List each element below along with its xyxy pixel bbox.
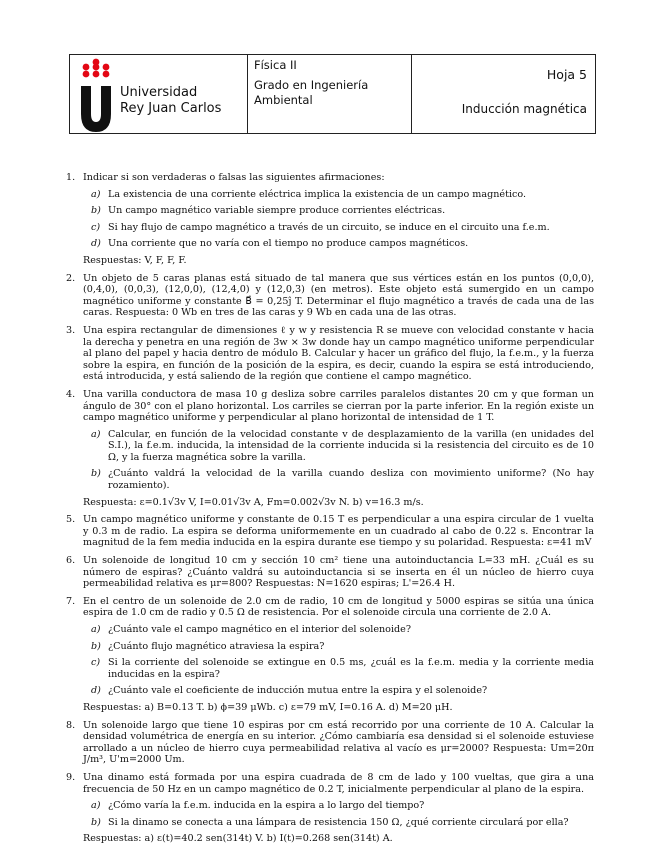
problem-number: 6.: [66, 555, 76, 567]
item-text: ¿Cuánto valdrá la velocidad de la varilla cuando desliza con movimiento uniforme? (No hay rozamiento).: [108, 468, 594, 492]
problem-number: 8.: [66, 719, 76, 731]
problem-answer: Respuestas: V, F, F, F.: [83, 254, 187, 266]
item-label: b): [91, 640, 101, 652]
problem-statement: Una espira rectangular de dimensiones ℓ y w y resistencia R se mueve con velocidad constante v hacia la derecha y penetra en una región de 3w × 3w donde hay un campo magnético uniforme perpendicular al plano del papel y hacia dentro de módulo B. Calcular y hacer un gráfico del flujo, la f.e.m., y la fuerza sobre la espira, en función de la posición de la espira, es decir, cuando la espira se está introduciendo, está introducida, y está saliendo de la región que contiene el campo magnético.: [83, 324, 594, 383]
problem-answer: Respuesta: ε=0.1√3v V, I=0.01√3v A, Fm=0.002√3v N. b) v=16.3 m/s.: [83, 496, 424, 508]
problem-number: 3.: [66, 324, 76, 336]
item-label: d): [91, 685, 101, 697]
university-name-line2: Rey Juan Carlos: [120, 101, 222, 116]
problem-statement: Un campo magnético uniforme y constante de 0.15 T es perpendicular a una espira circular de 1 vuelta y 0.3 m de radio. La espira se deforma uniformemente en un cuadrado al cabo de 0.22 s. Encontrar la magnitud de la fem media inducida en la espira durante ese tiempo y su polaridad. Respuesta: ε=41 mV: [83, 514, 594, 549]
item-label: b): [91, 468, 101, 480]
problem-3: [66, 325, 594, 383]
problem-answer: Respuestas: a) ε(t)=40.2 sen(314t) V. b) I(t)=0.268 sen(314t) A.: [83, 833, 393, 845]
problem-items: [83, 800, 594, 828]
problem-number: 4.: [66, 388, 76, 400]
problem-item: [83, 189, 594, 201]
problem-2: [66, 273, 594, 319]
item-text: Una corriente que no varía con el tiempo no produce campos magnéticos.: [108, 238, 469, 250]
problem-item: [83, 817, 594, 829]
item-text: Calcular, en función de la velocidad constante v de desplazamiento de la varilla (en unidades del S.I.), la f.e.m. inducida, la intensidad de la corriente inducida si la resistencia del circuito es de 10 Ω, y la fuerza magnética sobre la varilla.: [108, 428, 594, 463]
item-text: Si la dinamo se conecta a una lámpara de resistencia 150 Ω, ¿qué corriente circulará por ella?: [108, 816, 569, 828]
item-label: c): [91, 221, 101, 233]
problem-items: [83, 189, 594, 250]
item-text: Si hay flujo de campo magnético a través de un circuito, se induce en el circuito una f.e.m.: [108, 221, 550, 233]
problem-item: [83, 429, 594, 464]
problem-6: [66, 555, 594, 590]
problem-items: [83, 429, 594, 492]
item-text: ¿Cuánto vale el coeficiente de inducción mutua entre la espira y el solenoide?: [108, 685, 488, 697]
problem-4: [66, 389, 594, 508]
problem-number: 1.: [66, 172, 76, 183]
problem-item: [83, 468, 594, 491]
problem-statement: Un solenoide largo que tiene 10 espiras por cm está recorrido por una corriente de 10 A. Calcular la densidad volumétrica de energía en su interior. ¿Cómo cambiaría esa densidad si el solenoide estuviese arrollado a un núcleo de hierro cuya permeabilidad relativa al vacío es μr=2000? Respuesta: Um=20π J/m³, U'm=2000 Um.: [83, 719, 594, 766]
item-label: c): [91, 657, 101, 669]
sheet-cell: [412, 55, 595, 133]
problem-item: [83, 641, 594, 653]
course-cell: [248, 55, 412, 133]
item-text: ¿Cuánto flujo magnético atraviesa la espira?: [108, 640, 325, 652]
problem-item: [83, 800, 594, 812]
item-label: a): [91, 428, 101, 440]
item-label: b): [91, 816, 101, 828]
problem-item: [83, 624, 594, 636]
sheet-number: Hoja 5: [546, 67, 587, 82]
problem-items: [83, 624, 594, 697]
problem-answer: Respuestas: a) B=0.13 T. b) ϕ=39 μWb. c) ε=79 mV, I=0.16 A. d) M=20 μH.: [83, 701, 453, 713]
problem-statement: En el centro de un solenoide de 2.0 cm de radio, 10 cm de longitud y 5000 espiras se sitúa una única espira de 1.0 cm de radio y 0.5 Ω de resistencia. Por el solenoide circula una corriente de 2.0 A.: [83, 595, 594, 619]
header-box: [69, 54, 596, 134]
problem-item: [83, 657, 594, 680]
item-label: b): [91, 205, 101, 217]
problem-item: [83, 205, 594, 217]
item-text: ¿Cuánto vale el campo magnético en el interior del solenoide?: [108, 624, 411, 635]
university-name-line1: Universidad: [120, 85, 198, 100]
problem-statement: Una dinamo está formada por una espira cuadrada de 8 cm de lado y 100 vueltas, que gira a una frecuencia de 50 Hz en un campo magnético de 0.2 T, inicialmente perpendicular al plano de la espira.: [83, 771, 594, 795]
problem-item: [83, 238, 594, 250]
item-text: Un campo magnético variable siempre produce corrientes eléctricas.: [108, 205, 446, 217]
item-text: Si la corriente del solenoide se extingue en 0.5 ms, ¿cuál es la f.e.m. media y la corriente media inducidas en la espira?: [108, 657, 594, 680]
item-label: a): [91, 624, 101, 635]
problems-list: [66, 172, 594, 851]
problem-5: [66, 514, 594, 549]
problem-item: [83, 685, 594, 697]
problem-1: [66, 172, 594, 267]
item-text: La existencia de una corriente eléctrica implica la existencia de un campo magnético.: [108, 188, 527, 200]
university-logo-icon: [72, 56, 120, 134]
item-label: a): [91, 188, 101, 200]
problem-statement: Un solenoide de longitud 10 cm y sección 10 cm² tiene una autoinductancia L=33 mH. ¿Cuál es su número de espiras? ¿Cuánto valdrá su autoinductancia si se inserta en él un núcleo de hierro cuya permeabilidad relativa es μr=800? Respuestas: N=1620 espiras; L'=26.4 H.: [83, 555, 594, 590]
university-cell: [70, 55, 248, 133]
degree-title: Grado en Ingeniería Ambiental: [254, 78, 369, 107]
item-text: ¿Cómo varía la f.e.m. inducida en la espira a lo largo del tiempo?: [108, 800, 425, 812]
problem-statement: Indicar si son verdaderas o falsas las siguientes afirmaciones:: [83, 172, 385, 183]
problem-number: 5.: [66, 514, 76, 526]
problem-number: 2.: [66, 272, 76, 284]
problem-9: [66, 772, 594, 845]
problem-7: [66, 596, 594, 714]
problem-number: 7.: [66, 595, 76, 607]
item-label: d): [91, 238, 101, 250]
problem-number: 9.: [66, 771, 76, 783]
problem-8: [66, 720, 594, 766]
course-title: Física II: [254, 58, 297, 72]
item-label: a): [91, 800, 101, 812]
problem-item: [83, 222, 594, 234]
problem-statement: Una varilla conductora de masa 10 g desliza sobre carriles paralelos distantes 20 cm y que forman un ángulo de 30° con el plano horizontal. Los carriles se cierran por la parte inferior. En la región existe un campo magnético uniforme y perpendicular al plano horizontal de intensidad de 1 T.: [83, 388, 594, 424]
sheet-topic: Inducción magnética: [461, 102, 587, 116]
problem-statement: Un objeto de 5 caras planas está situado de tal manera que sus vértices están en los puntos (0,0,0), (0,4,0), (0,0,3), (12,0,0), (12,4,0) y (12,0,3) (en metros). Este objeto está sumergido en un campo magnético uniforme y constante B⃗ = 0,25ĵ T. Determinar el flujo magnético a través de cada una de las caras. Respuesta: 0 Wb en tres de las caras y 9 Wb en cada una de las otras.: [83, 272, 594, 319]
